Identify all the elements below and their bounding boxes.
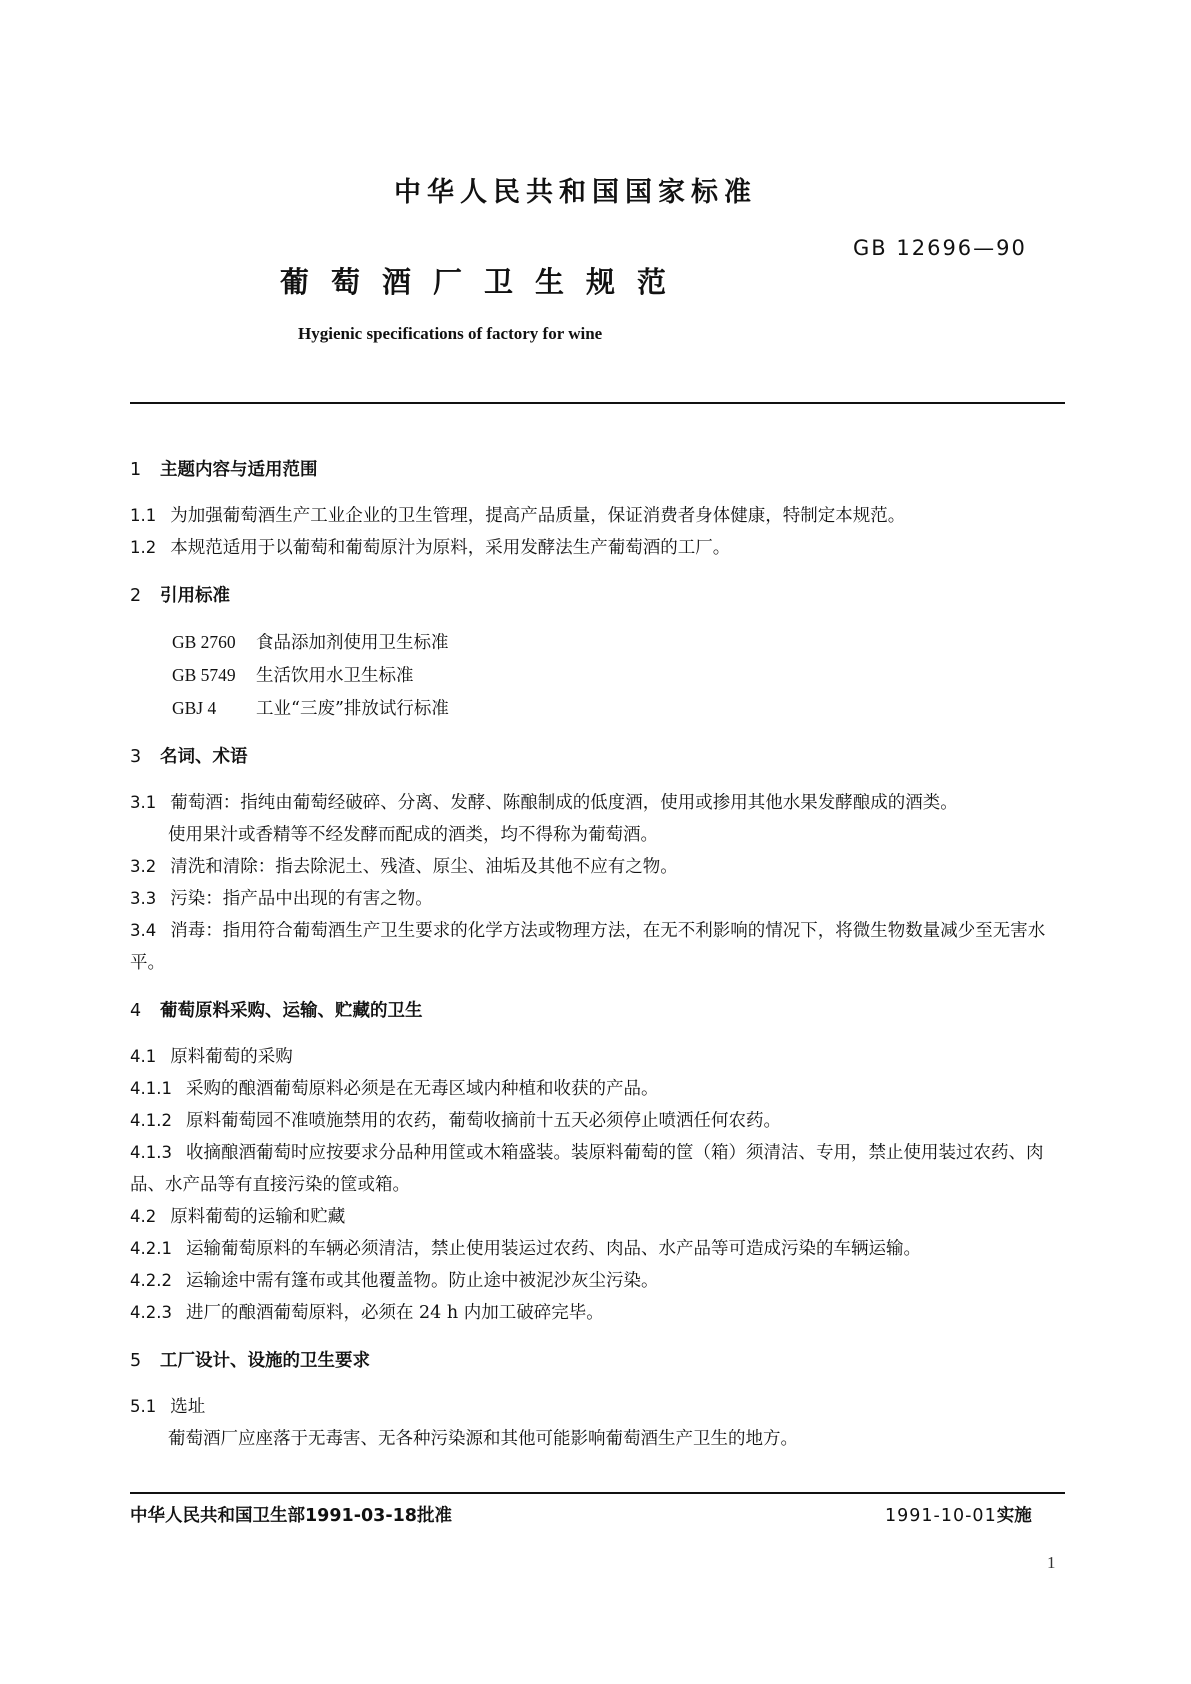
- section-heading: 2 引用标准: [130, 586, 230, 606]
- clause: 3.2 清洗和清除：指去除泥土、残渣、原尘、油垢及其他不应有之物。: [130, 857, 678, 877]
- clause: 4.2.1 运输葡萄原料的车辆必须清洁，禁止使用装运过农药、肉品、水产品等可造成污染的车辆运输。: [130, 1239, 921, 1259]
- bottom-divider: [130, 1492, 1065, 1494]
- effective-line: 1991-10-01实施: [885, 1506, 1032, 1526]
- national-standard-heading: 中华人民共和国国家标准: [394, 177, 757, 208]
- reference-item: GB 5749 生活饮用水卫生标准: [172, 665, 414, 686]
- section-heading: 1 主题内容与适用范围: [130, 460, 318, 480]
- clause: 4.1.1 采购的酿酒葡萄原料必须是在无毒区域内种植和收获的产品。: [130, 1079, 659, 1099]
- clause: 1.1 为加强葡萄酒生产工业企业的卫生管理，提高产品质量，保证消费者身体健康，特制定本规范。: [130, 506, 906, 526]
- clause: 4.2.3 进厂的酿酒葡萄原料，必须在 24 h 内加工破碎完毕。: [130, 1303, 604, 1323]
- section-heading: 3 名词、术语: [130, 747, 248, 767]
- clause: 4.1.2 原料葡萄园不准喷施禁用的农药，葡萄收摘前十五天必须停止喷洒任何农药。: [130, 1111, 781, 1131]
- clause: 3.3 污染：指产品中出现的有害之物。: [130, 889, 433, 909]
- reference-item: GBJ 4 工业“三废”排放试行标准: [172, 698, 449, 719]
- clause: 5.1 选址: [130, 1397, 206, 1417]
- top-divider: [130, 402, 1065, 404]
- clause: 4.1.3 收摘酿酒葡萄时应按要求分品种用筐或木箱盛装。装原料葡萄的筐（箱）须清洁、专用，禁止使用装过农药、肉品、水产品等有直接污染的筐或箱。: [130, 1143, 1044, 1195]
- reference-item: GB 2760 食品添加剂使用卫生标准: [172, 632, 449, 653]
- document-title: 葡萄酒厂卫生规范: [280, 265, 689, 299]
- clause: 3.4 消毒：指用符合葡萄酒生产卫生要求的化学方法或物理方法，在无不利影响的情况下，将微生物数量减少至无害水平。: [130, 921, 1046, 973]
- clause: 4.2 原料葡萄的运输和贮藏: [130, 1207, 346, 1227]
- clause: 4.2.2 运输途中需有篷布或其他覆盖物。防止途中被泥沙灰尘污染。: [130, 1271, 659, 1291]
- standard-code: GB 12696—90: [853, 236, 1027, 260]
- clause: 1.2 本规范适用于以葡萄和葡萄原汁为原料，采用发酵法生产葡萄酒的工厂。: [130, 538, 731, 558]
- approval-line: 中华人民共和国卫生部1991-03-18批准: [130, 1506, 452, 1526]
- section-heading: 5 工厂设计、设施的卫生要求: [130, 1351, 370, 1371]
- document-body: [130, 454, 1065, 1455]
- clause: 4.1 原料葡萄的采购: [130, 1047, 293, 1067]
- section-heading: 4 葡萄原料采购、运输、贮藏的卫生: [130, 1001, 423, 1021]
- document-subtitle: Hygienic specifications of factory for wine: [298, 324, 603, 343]
- page-number: 1: [1047, 1553, 1056, 1572]
- clause: 3.1 葡萄酒：指纯由葡萄经破碎、分离、发酵、陈酿制成的低度酒，使用或掺用其他水果发酵酿成的酒类。: [130, 793, 958, 813]
- clause-continuation: 使用果汁或香精等不经发酵而配成的酒类，均不得称为葡萄酒。: [168, 825, 658, 845]
- clause-continuation: 葡萄酒厂应座落于无毒害、无各种污染源和其他可能影响葡萄酒生产卫生的地方。: [168, 1429, 798, 1449]
